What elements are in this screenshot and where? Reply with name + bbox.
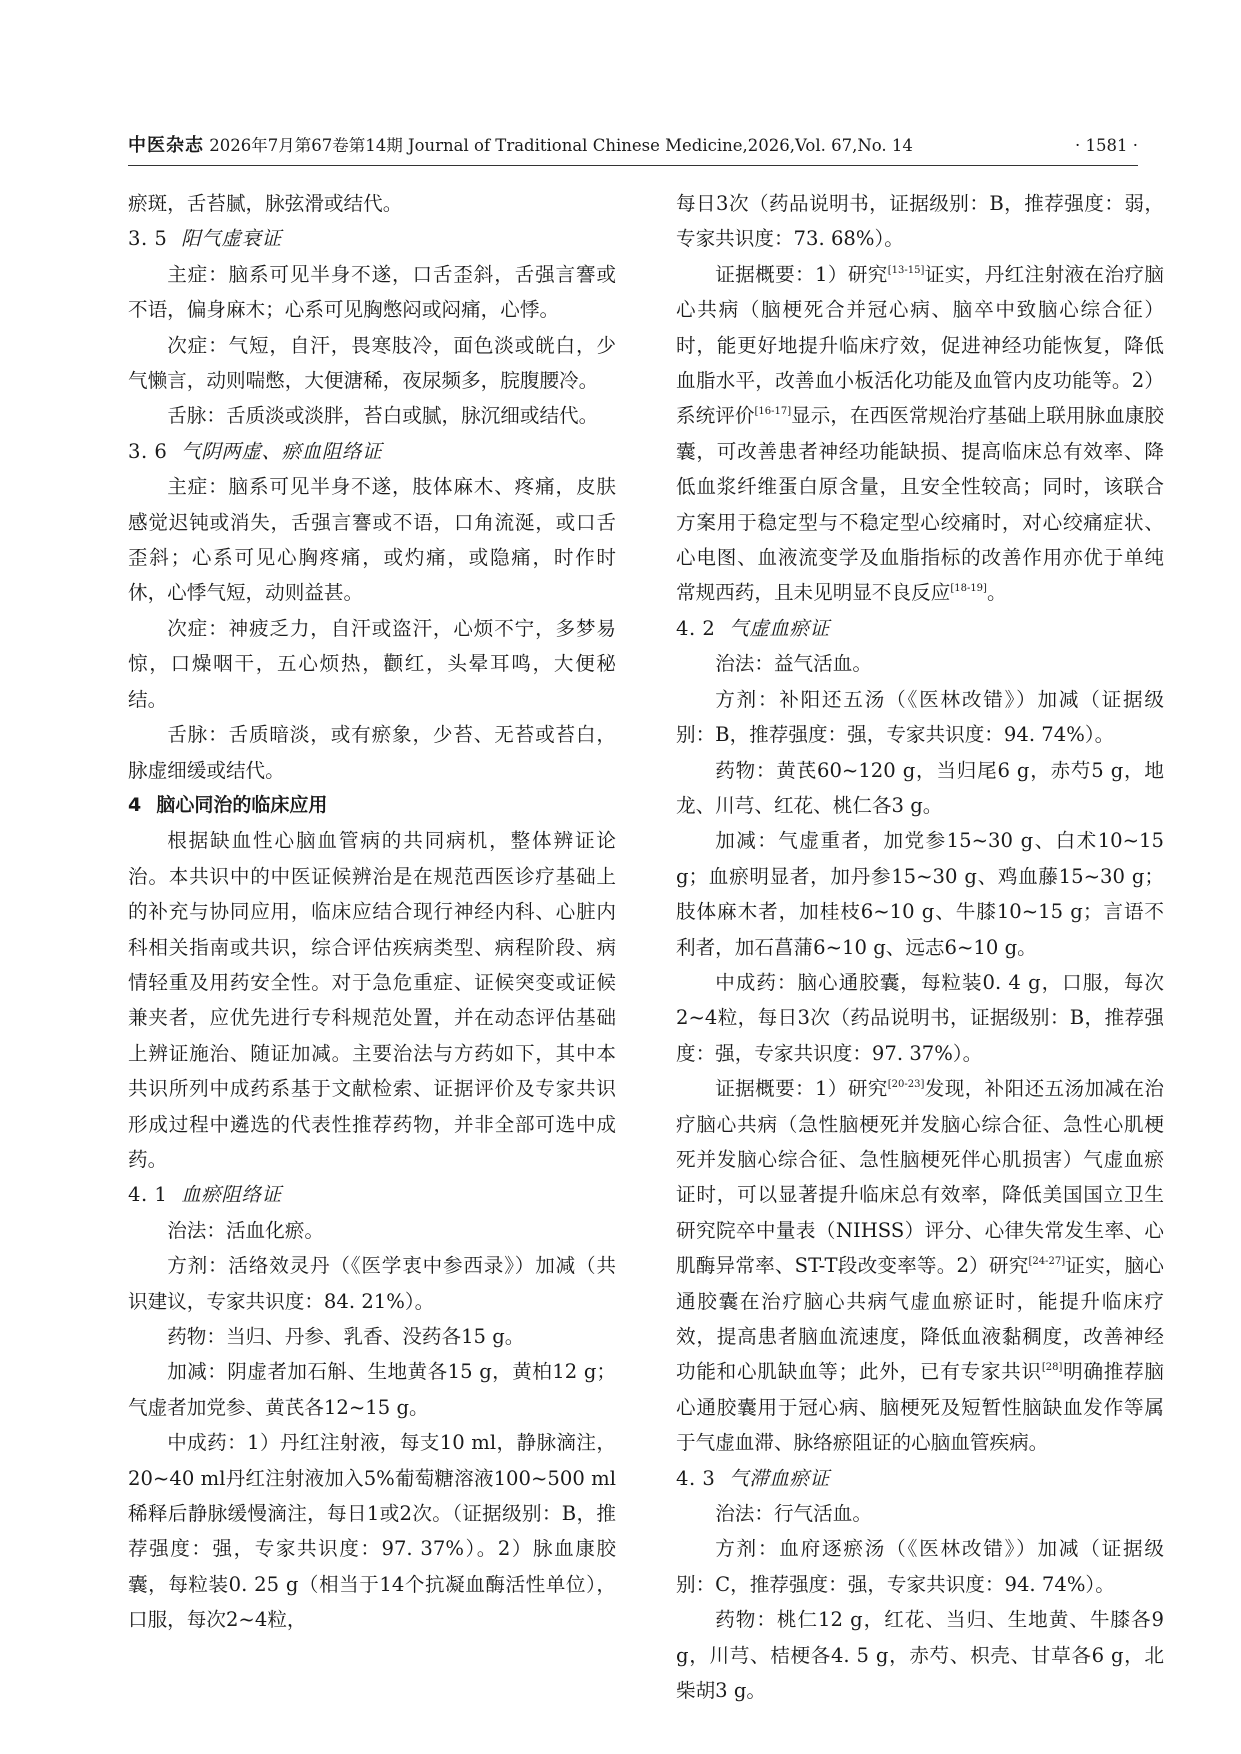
main-symptoms: 主症：脑系可见半身不遂，肢体麻木、疼痛，皮肤感觉迟钝或消失，舌强言謇或不语，口角流涎，或口舌歪斜；心系可见心胸疼痛，或灼痛，或隐痛，时作时休，心悸气短，动则益甚。: [128, 475, 616, 605]
page-number: · 1581 ·: [1075, 136, 1138, 155]
text-run: 证据概要：1）研究: [715, 1077, 888, 1101]
herbs: 药物：桃仁12 g，红花、当归、生地黄、牛膝各9 g，川芎、桔梗各4. 5 g，赤芍、枳壳、甘草各6 g，北柴胡3 g。: [676, 1608, 1164, 1703]
section-title: 气阴两虚、瘀血阻络证: [181, 439, 383, 463]
evidence-summary: [676, 257, 1164, 611]
running-header: [128, 131, 1138, 166]
section-heading-4-1: [128, 1177, 616, 1212]
text-run: 证据概要：1）研究: [715, 262, 888, 286]
section-4-intro: 根据缺血性心脑血管病的共同病机，整体辨证论治。本共识中的中医证候辨治是在规范西医诊疗基础上的补充与协同应用，临床应结合现行神经内科、心脏内科相关指南或共识，综合评估疾病类型、病程阶段、病情轻重及用药安全性。对于急危重症、证候突变或证候兼夹者，应优先进行专科规范处置，并在动态评估基础上辨证施治、随证加减。主要治法与方药如下，其中本共识所列中成药系基于文献检索、证据评价及专家共识形成过程中遴选的代表性推荐药物，并非全部可选中成药。: [128, 829, 616, 1171]
section-heading-4: [128, 788, 616, 823]
section-heading-3-5: [128, 221, 616, 256]
journal-name: 中医杂志: [128, 135, 204, 156]
section-number: 4. 1: [128, 1183, 168, 1207]
text-run: 证实，脑心通胶囊在治疗脑心共病气虚血瘀证时，能提升临床疗效，提高患者脑血流速度，降低血液黏稠度，改善神经功能和心肌缺血等；此外，已有专家共识: [676, 1254, 1165, 1384]
left-column: [128, 186, 616, 1638]
treatment-method: 治法：活血化瘀。: [167, 1218, 324, 1242]
section-heading-4-2: [676, 611, 1164, 646]
section-title: 气滞血瘀证: [729, 1466, 830, 1490]
modifications: 加减：气虚重者，加党参15~30 g、白术10~15 g；血瘀明显者，加丹参15~30 g、鸡血藤15~30 g；肢体麻木者，加桂枝6~10 g、牛膝10~15 g；言语不利者，加石菖蒲6~10 g、远志6~10 g。: [676, 829, 1164, 959]
treatment-method: 治法：行气活血。: [715, 1502, 872, 1526]
section-number: 3. 6: [128, 439, 168, 463]
patent-medicine: 中成药：1）丹红注射液，每支10 ml，静脉滴注，20~40 ml丹红注射液加入5%葡萄糖溶液100~500 ml稀释后静脉缓慢滴注，每日1或2次。（证据级别：B，推荐强度：强，专家共识度：97. 37%）。2）脉血康胶囊，每粒装0. 25 g（相当于14个抗凝血酶活性单位），口服，每次2~4粒，: [128, 1431, 616, 1632]
prescription: 方剂：活络效灵丹（《医学衷中参西录》）加减（共识建议，专家共识度：84. 21%）。: [128, 1254, 616, 1313]
patent-medicine: 中成药：脑心通胶囊，每粒装0. 4 g，口服，每次2~4粒，每日3次（药品说明书，证据级别：B，推荐强度：强，专家共识度：97. 37%）。: [676, 970, 1164, 1065]
citation-ref: [18-19]: [950, 583, 987, 595]
section-number: 4. 3: [676, 1466, 716, 1490]
secondary-symptoms: 次症：神疲乏力，自汗或盗汗，心烦不宁，多梦易惊，口燥咽干，五心烦热，颧红，头晕耳鸣，大便秘结。: [128, 616, 616, 711]
citation-ref: [16-17]: [754, 406, 792, 418]
tongue-pulse: 舌脉：舌质暗淡，或有瘀象，少苔、无苔或苔白，脉虚细缓或结代。: [128, 723, 616, 782]
section-title: 脑心同治的临床应用: [156, 793, 328, 816]
text-run: 。: [986, 581, 1007, 605]
citation-ref: [20-23]: [887, 1079, 925, 1091]
text-run: 显示，在西医常规治疗基础上联用脉血康胶囊，可改善患者神经功能缺损、提高临床总有效率、降低血浆纤维蛋白原含量，且安全性较高；同时，该联合方案用于稳定型与不稳定型心绞痛时，对心绞痛症状、心电图、血液流变学及血脂指标的改善作用亦优于单纯常规西药，且未见明显不良反应: [676, 404, 1165, 605]
paragraph-continued: 每日3次（药品说明书，证据级别：B，推荐强度：弱，专家共识度：73. 68%）。: [676, 192, 1164, 251]
section-title: 血瘀阻络证: [181, 1183, 282, 1207]
secondary-symptoms: 次症：气短，自汗，畏寒肢冷，面色淡或㿠白，少气懒言，动则喘憋，大便溏稀，夜尿频多，脘腹腰冷。: [128, 333, 616, 393]
right-column: [676, 186, 1164, 1708]
citation-ref: [28]: [1041, 1362, 1063, 1374]
modifications: 加减：阴虚者加石斛、生地黄各15 g，黄柏12 g；气虚者加党参、黄芪各12~15 g。: [128, 1360, 616, 1419]
prescription: 方剂：补阳还五汤（《医林改错》）加减（证据级别：B，推荐强度：强，专家共识度：94. 74%）。: [676, 687, 1164, 747]
issue-citation: 2026年7月第67卷第14期 Journal of Traditional Chinese Medicine,2026,Vol. 67,No. 14: [209, 136, 913, 155]
prescription: 方剂：血府逐瘀汤（《医林改错》）加减（证据级别：C，推荐强度：强，专家共识度：94. 74%）。: [676, 1537, 1164, 1596]
text-run: 证实，丹红注射液在治疗脑心共病（脑梗死合并冠心病、脑卒中致脑心综合征）时，能更好地提升临床疗效，促进神经功能恢复，降低血脂水平，改善血小板活化功能及血管内皮功能等。2）系统评价: [676, 262, 1165, 428]
herbs: 药物：黄芪60~120 g，当归尾6 g，赤芍5 g，地龙、川芎、红花、桃仁各3 g。: [676, 758, 1164, 817]
main-symptoms: 主症：脑系可见半身不遂，口舌歪斜，舌强言謇或不语，偏身麻木；心系可见胸憋闷或闷痛，心悸。: [128, 262, 616, 322]
section-heading-4-3: [676, 1461, 1164, 1496]
citation-ref: [24-27]: [1028, 1256, 1066, 1268]
treatment-method: 治法：益气活血。: [715, 652, 872, 676]
citation-ref: [13-15]: [887, 264, 925, 276]
paragraph-continued: 瘀斑，舌苔腻，脉弦滑或结代。: [128, 192, 403, 215]
text-run: 发现，补阳还五汤加减在治疗脑心共病（急性脑梗死并发脑心综合征、急性心肌梗死并发脑心综合征、急性脑梗死伴心肌损害）气虚血瘀证时，可以显著提升临床总有效率，降低美国国立卫生研究院卒中量表（NIHSS）评分、心律失常发生率、心肌酶异常率、ST-T段改变率等。2）研究: [676, 1077, 1165, 1278]
section-number: 4. 2: [676, 616, 716, 640]
text-run: 明确推荐脑心通胶囊用于冠心病、脑梗死及短暂性脑缺血发作等属于气虚血滞、脉络瘀阻证的心脑血管疾病。: [676, 1360, 1165, 1455]
section-title: 气虚血瘀证: [729, 616, 830, 640]
section-heading-3-6: [128, 434, 616, 469]
section-number: 3. 5: [128, 227, 168, 251]
herbs: 药物：当归、丹参、乳香、没药各15 g。: [167, 1325, 525, 1348]
evidence-summary: [676, 1071, 1164, 1460]
section-number: 4: [128, 793, 142, 816]
tongue-pulse: 舌脉：舌质淡或淡胖，苔白或腻，脉沉细或结代。: [167, 404, 599, 428]
section-title: 阳气虚衰证: [181, 227, 282, 251]
